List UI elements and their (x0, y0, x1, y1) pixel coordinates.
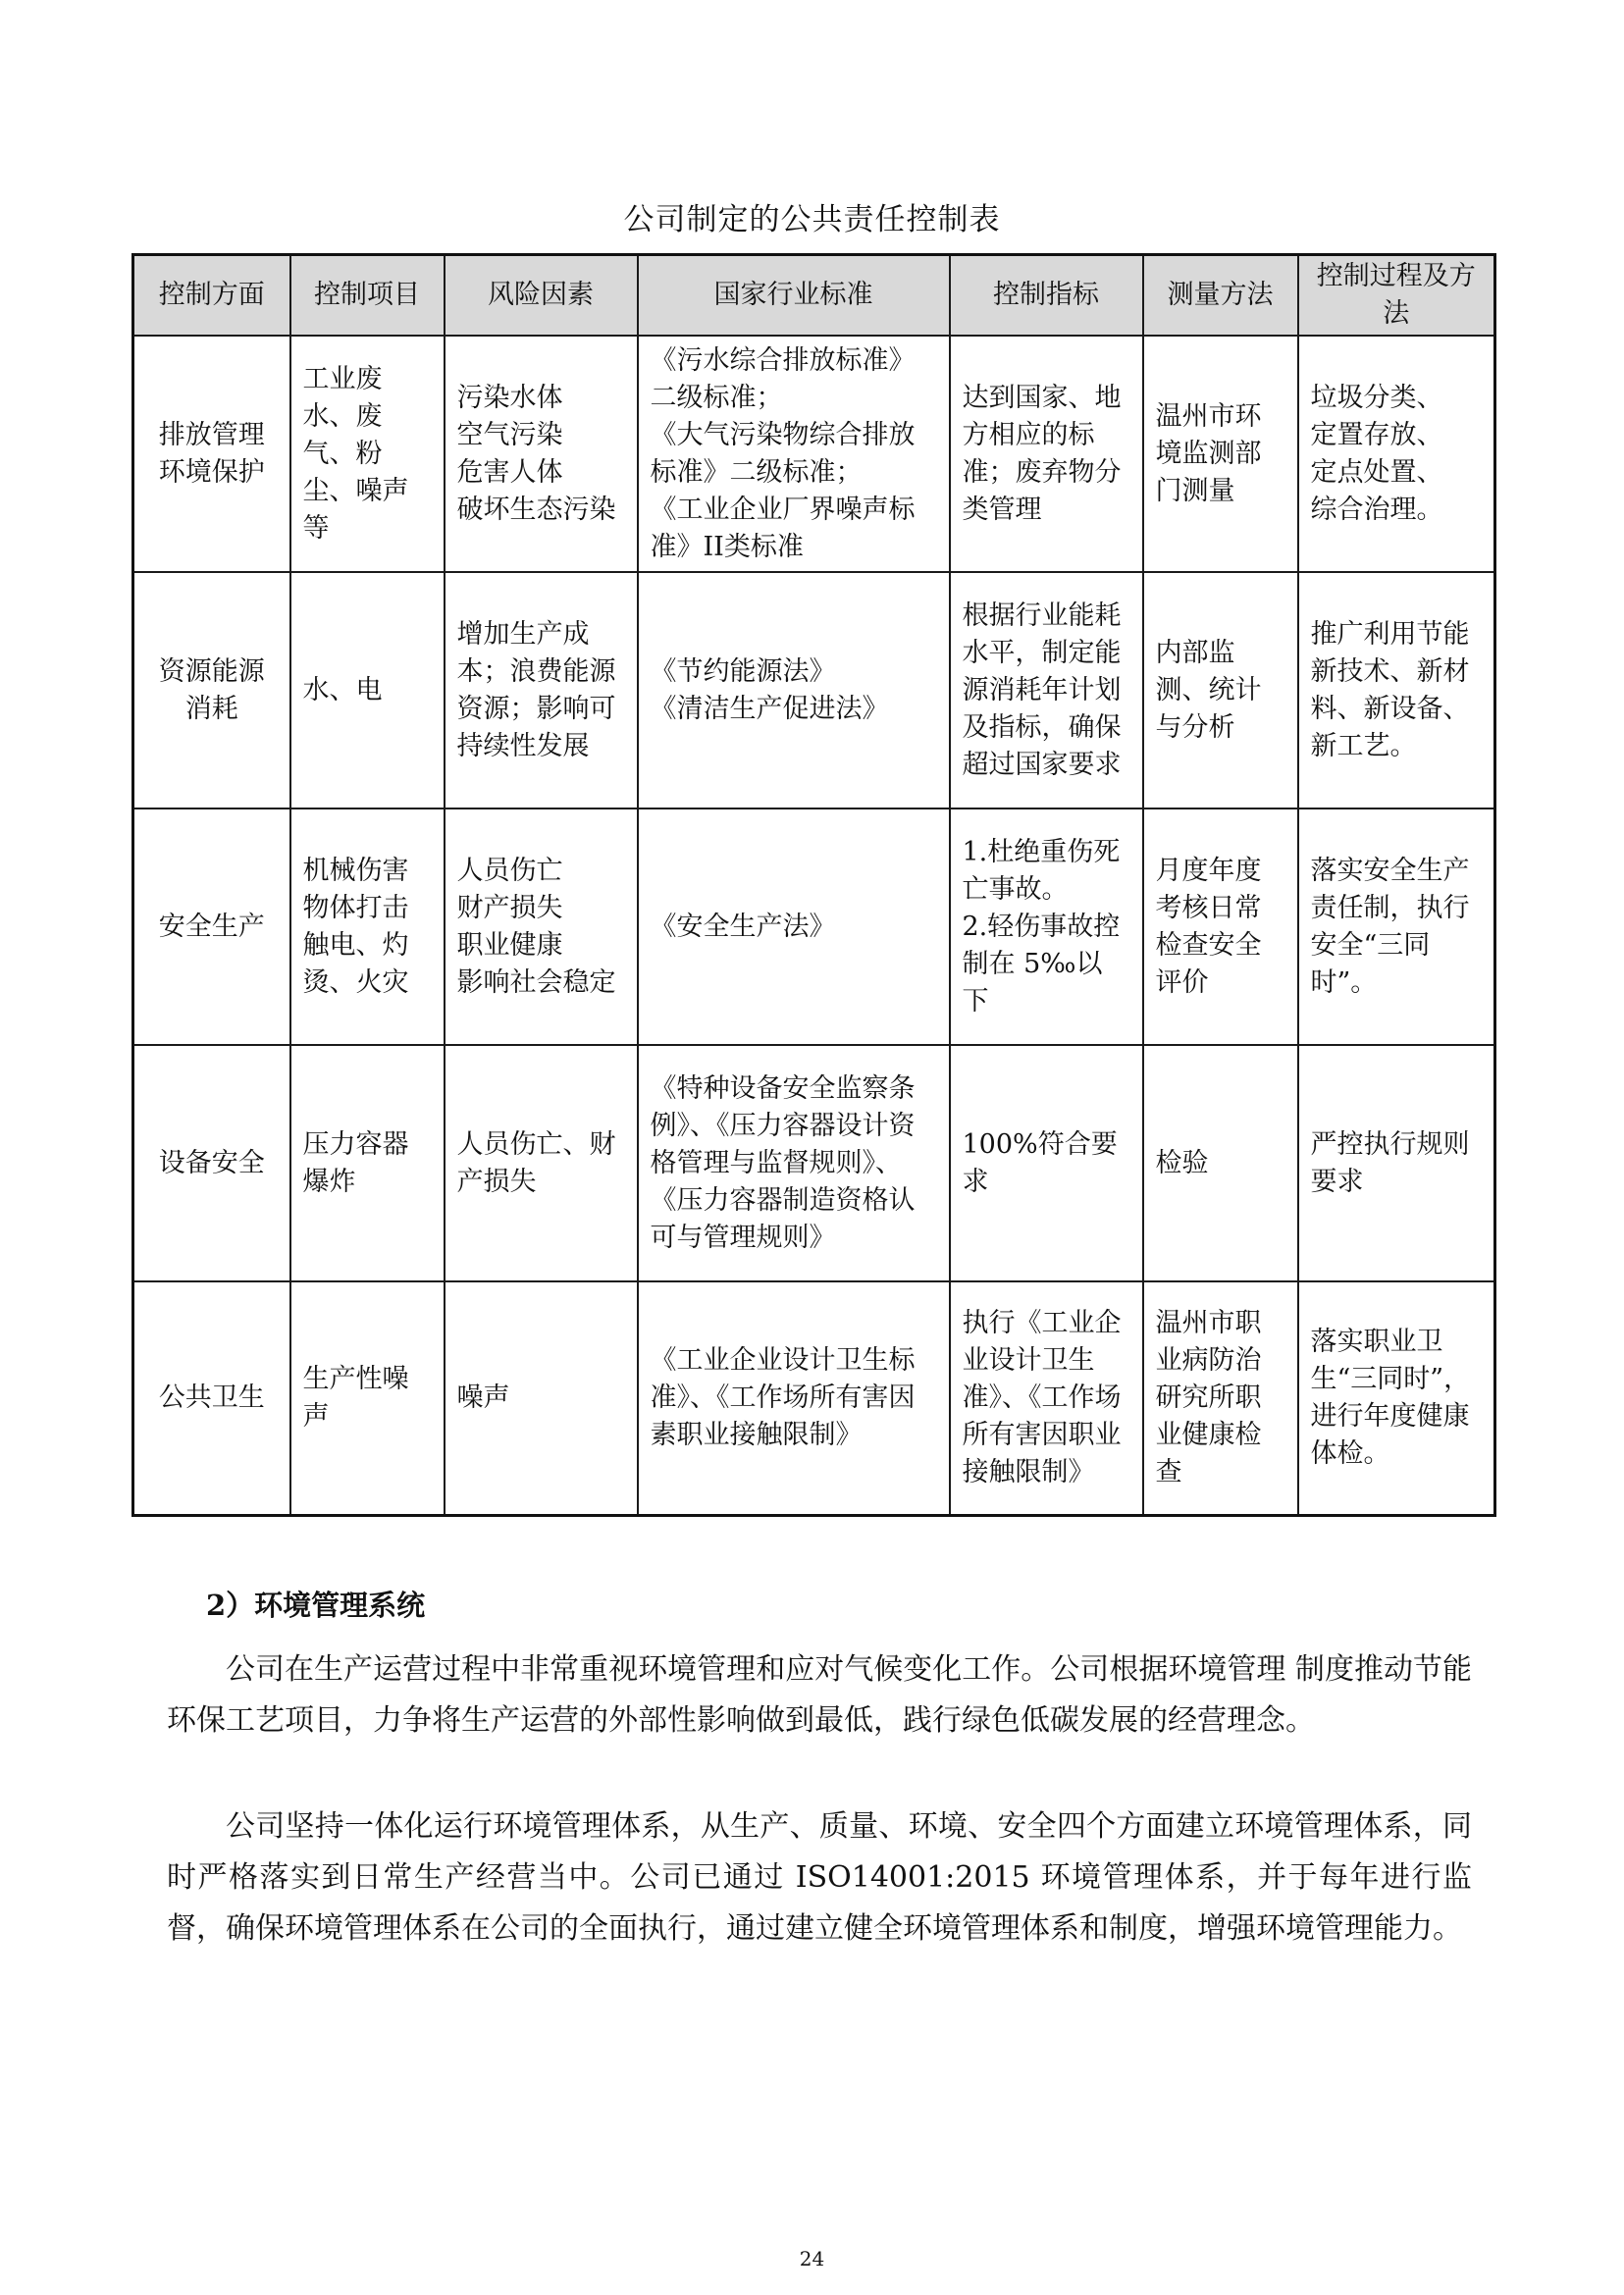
cell-indicator: 1.杜绝重伤死亡事故。 2.轻伤事故控制在 5‰以 下 (950, 808, 1143, 1045)
cell-risk: 人员伤亡、财产损失 (445, 1045, 638, 1281)
cell-measure: 内部监测、统计与分析 (1143, 572, 1298, 808)
cell-indicator: 100%符合要求 (950, 1045, 1143, 1281)
cell-standard: 《节约能源法》 《清洁生产促进法》 (638, 572, 950, 808)
table-row (133, 572, 1495, 808)
cell-measure: 月度年度考核日常检查安全评价 (1143, 808, 1298, 1045)
header-cell: 测量方法 (1143, 255, 1298, 337)
cell-aspect: 排放管理 环境保护 (133, 336, 290, 572)
table-row (133, 1281, 1495, 1516)
cell-standard: 《工业企业设计卫生标准》、《工作场所有害因素职业接触限制》 (638, 1281, 950, 1516)
header-cell: 控制项目 (290, 255, 445, 337)
cell-standard: 《污水综合排放标准》二级标准； 《大气污染物综合排放标准》二级标准； 《工业企业厂界噪声标准》II类标准 (638, 336, 950, 572)
cell-measure: 温州市职业病防治研究所职业健康检查 (1143, 1281, 1298, 1516)
table-title: 公司制定的公共责任控制表 (623, 202, 1001, 237)
header-cell: 风险因素 (445, 255, 638, 337)
cell-item: 机械伤害 物体打击 触电、灼烫、火灾 (290, 808, 445, 1045)
cell-standard: 《特种设备安全监察条例》、《压力容器设计资格管理与监督规则》、《压力容器制造资格认可与管理规则》 (638, 1045, 950, 1281)
header-cell: 控制指标 (950, 255, 1143, 337)
cell-process: 严控执行规则要求 (1298, 1045, 1495, 1281)
body-paragraph: 公司坚持一体化运行环境管理体系，从生产、质量、环境、安全四个方面建立环境管理体系，同时严格落实到日常生产经营当中。公司已通过 ISO14001:2015 环境管理体系，并于每年进行监督，确保环境管理体系在公司的全面执行，通过建立健全环境管理体系和制度，增强环境管理能力。 (167, 1809, 1472, 1946)
cell-process: 推广利用节能新技术、新材料、新设备、新工艺。 (1298, 572, 1495, 808)
cell-process: 垃圾分类、 定置存放、 定点处置、 综合治理。 (1298, 336, 1495, 572)
cell-aspect: 安全生产 (133, 808, 290, 1045)
table-row (133, 336, 1495, 572)
cell-measure: 检验 (1143, 1045, 1298, 1281)
cell-risk: 人员伤亡 财产损失 职业健康 影响社会稳定 (445, 808, 638, 1045)
cell-process: 落实职业卫生“三同时”，进行年度健康体检。 (1298, 1281, 1495, 1516)
cell-aspect: 资源能源 消耗 (133, 572, 290, 808)
header-cell: 控制过程及方法 (1298, 255, 1495, 337)
public-responsibility-control-table (131, 253, 1496, 1517)
header-cell: 国家行业标准 (638, 255, 950, 337)
section-heading: 2）环境管理系统 (206, 1589, 426, 1622)
cell-item: 水、电 (290, 572, 445, 808)
cell-item: 压力容器爆炸 (290, 1045, 445, 1281)
cell-aspect: 公共卫生 (133, 1281, 290, 1516)
cell-risk: 增加生产成本；浪费能源资源；影响可持续性发展 (445, 572, 638, 808)
cell-indicator: 达到国家、地方相应的标准；废弃物分类管理 (950, 336, 1143, 572)
cell-indicator: 根据行业能耗水平，制定能源消耗年计划及指标，确保超过国家要求 (950, 572, 1143, 808)
cell-standard: 《安全生产法》 (638, 808, 950, 1045)
body-paragraph: 公司在生产运营过程中非常重视环境管理和应对气候变化工作。公司根据环境管理 制度推动节能环保工艺项目，力争将生产运营的外部性影响做到最低，践行绿色低碳发展的经营理念。 (167, 1652, 1472, 1738)
table-row (133, 808, 1495, 1045)
cell-aspect: 设备安全 (133, 1045, 290, 1281)
page-number: 24 (799, 2247, 825, 2270)
cell-item: 工业废水、废气、粉尘、噪声等 (290, 336, 445, 572)
cell-process: 落实安全生产责任制，执行安全“三同时”。 (1298, 808, 1495, 1045)
table-row (133, 1045, 1495, 1281)
cell-risk: 污染水体 空气污染 危害人体 破坏生态污染 (445, 336, 638, 572)
cell-measure: 温州市环境监测部门测量 (1143, 336, 1298, 572)
header-cell: 控制方面 (133, 255, 290, 337)
cell-item: 生产性噪声 (290, 1281, 445, 1516)
cell-risk: 噪声 (445, 1281, 638, 1516)
cell-indicator: 执行《工业企业设计卫生准》、《工作场所有害因职业接触限制》 (950, 1281, 1143, 1516)
table-header-row (133, 255, 1495, 337)
